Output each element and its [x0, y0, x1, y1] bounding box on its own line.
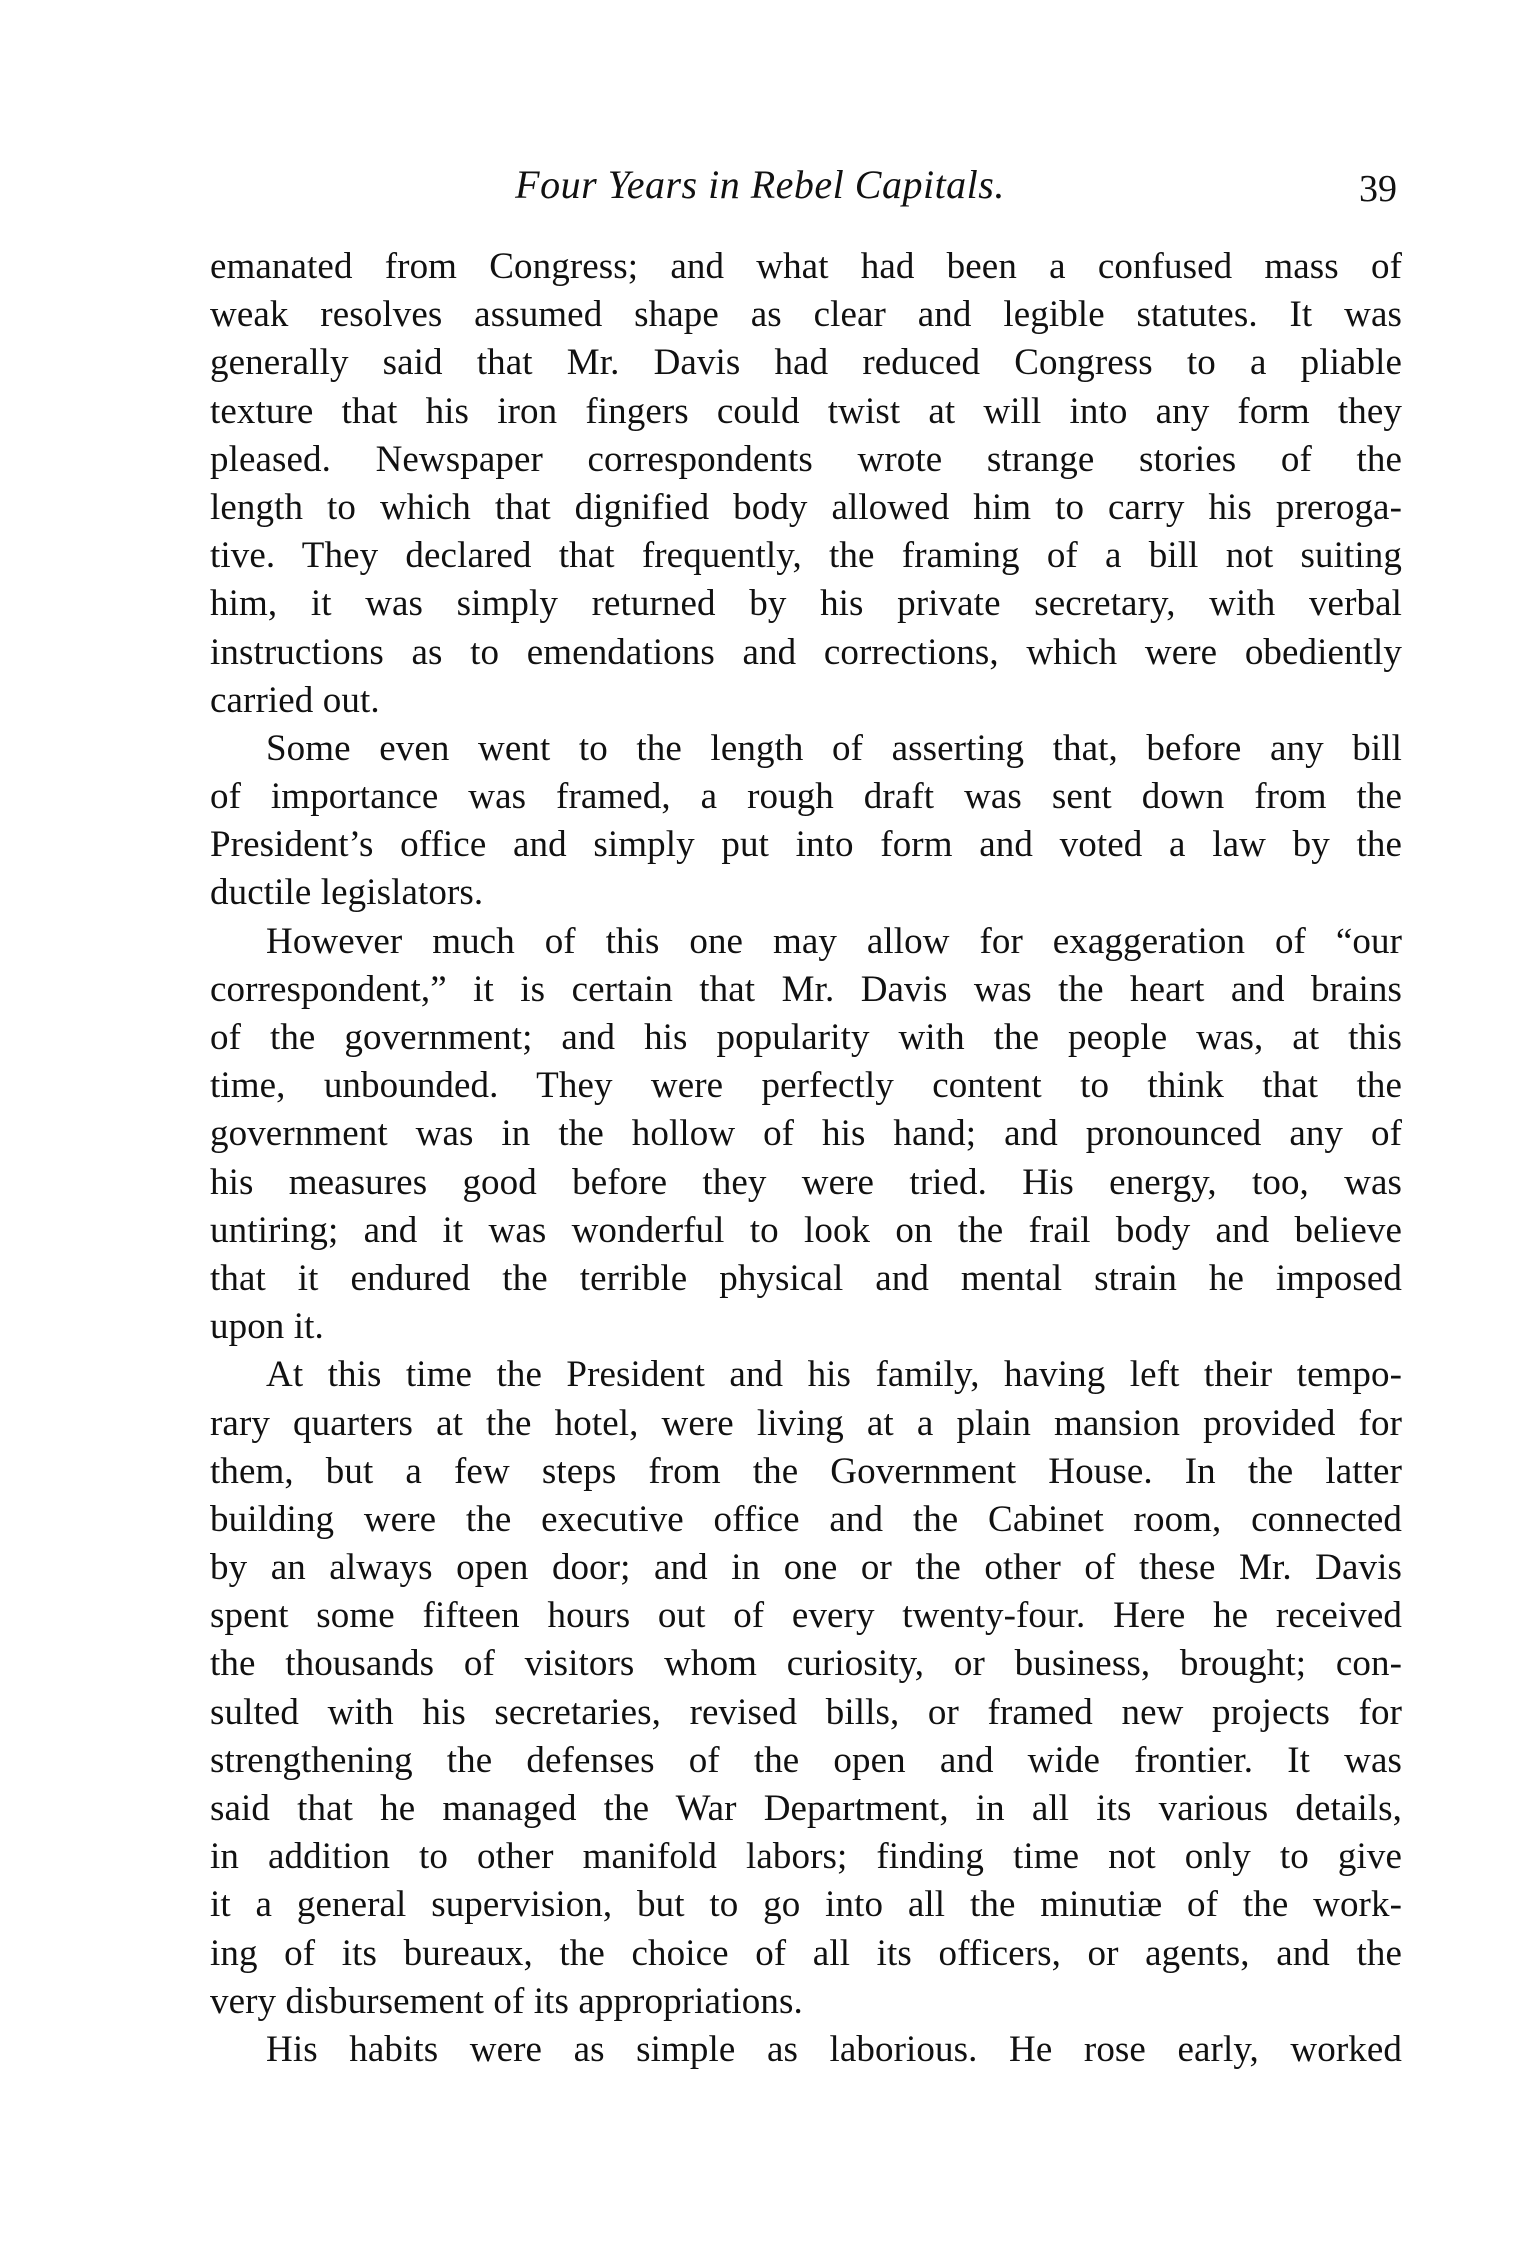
paragraph — [210, 1351, 1402, 2026]
text-line: length to which that dignified body allowed him to carry his preroga- — [210, 486, 1402, 528]
text-line: building were the executive office and the Cabinet room, connected — [210, 1498, 1402, 1540]
body-text — [210, 243, 1402, 2074]
text-line: At this time the President and his family, having left their tempo- — [266, 1354, 1402, 1396]
text-line: very disbursement of its appropriations. — [210, 1980, 803, 2022]
paragraph — [210, 243, 1402, 725]
text-line: However much of this one may allow for exaggeration of “our — [266, 920, 1402, 962]
running-title: Four Years in Rebel Capitals. — [515, 162, 1005, 207]
text-line: President’s office and simply put into form and voted a law by the — [210, 824, 1402, 866]
text-line: spent some fifteen hours out of every twenty-four. Here he received — [210, 1595, 1402, 1637]
text-line: strengthening the defenses of the open and wide frontier. It was — [210, 1739, 1402, 1781]
text-line: His habits were as simple as laborious. He rose early, worked — [266, 2028, 1402, 2070]
text-line: said that he managed the War Department, in all its various details, — [210, 1788, 1402, 1829]
text-line: emanated from Congress; and what had been a confused mass of — [210, 246, 1402, 287]
text-line: pleased. Newspaper correspondents wrote strange stories of the — [210, 438, 1402, 480]
text-line: the thousands of visitors whom curiosity, or business, brought; con- — [210, 1643, 1402, 1685]
paragraph — [210, 2026, 1402, 2074]
text-line: correspondent,” it is certain that Mr. Davis was the heart and brains — [210, 968, 1402, 1010]
text-line: texture that his iron fingers could twist at will into any form they — [210, 390, 1402, 432]
text-line: weak resolves assumed shape as clear and legible statutes. It was — [210, 294, 1402, 336]
text-line: upon it. — [210, 1306, 324, 1348]
text-line: tive. They declared that frequently, the framing of a bill not suiting — [210, 535, 1402, 577]
text-line: it a general supervision, but to go into all the minutiæ of the work- — [210, 1884, 1402, 1926]
text-line: him, it was simply returned by his private secretary, with verbal — [210, 583, 1402, 625]
text-line: carried out. — [210, 679, 380, 721]
running-header — [210, 160, 1405, 210]
text-line: them, but a few steps from the Government House. In the latter — [210, 1450, 1402, 1492]
text-line: his measures good before they were tried. His energy, too, was — [210, 1161, 1402, 1203]
text-line: government was in the hollow of his hand; and pronounced any of — [210, 1113, 1402, 1155]
text-line: untiring; and it was wonderful to look on the frail body and believe — [210, 1209, 1402, 1251]
paragraph — [210, 725, 1402, 918]
text-line: Some even went to the length of asserting that, before any bill — [266, 727, 1402, 769]
text-line: of the government; and his popularity with the people was, at this — [210, 1017, 1402, 1058]
page-number: 39 — [1359, 168, 1397, 210]
text-line: sulted with his secretaries, revised bills, or framed new projects for — [210, 1691, 1402, 1733]
text-line: ing of its bureaux, the choice of all its officers, or agents, and the — [210, 1932, 1402, 1974]
text-line: by an always open door; and in one or the other of these Mr. Davis — [210, 1547, 1402, 1589]
text-line: in addition to other manifold labors; finding time not only to give — [210, 1836, 1402, 1878]
text-line: generally said that Mr. Davis had reduced Congress to a pliable — [210, 342, 1402, 384]
text-line: ductile legislators. — [210, 872, 484, 914]
text-line: instructions as to emendations and corrections, which were obediently — [210, 631, 1402, 673]
text-line: of importance was framed, a rough draft was sent down from the — [210, 776, 1402, 818]
paragraph — [210, 918, 1402, 1352]
text-line: that it endured the terrible physical and mental strain he imposed — [210, 1257, 1402, 1299]
text-line: rary quarters at the hotel, were living at a plain mansion provided for — [210, 1402, 1402, 1444]
text-line: time, unbounded. They were perfectly content to think that the — [210, 1065, 1402, 1107]
